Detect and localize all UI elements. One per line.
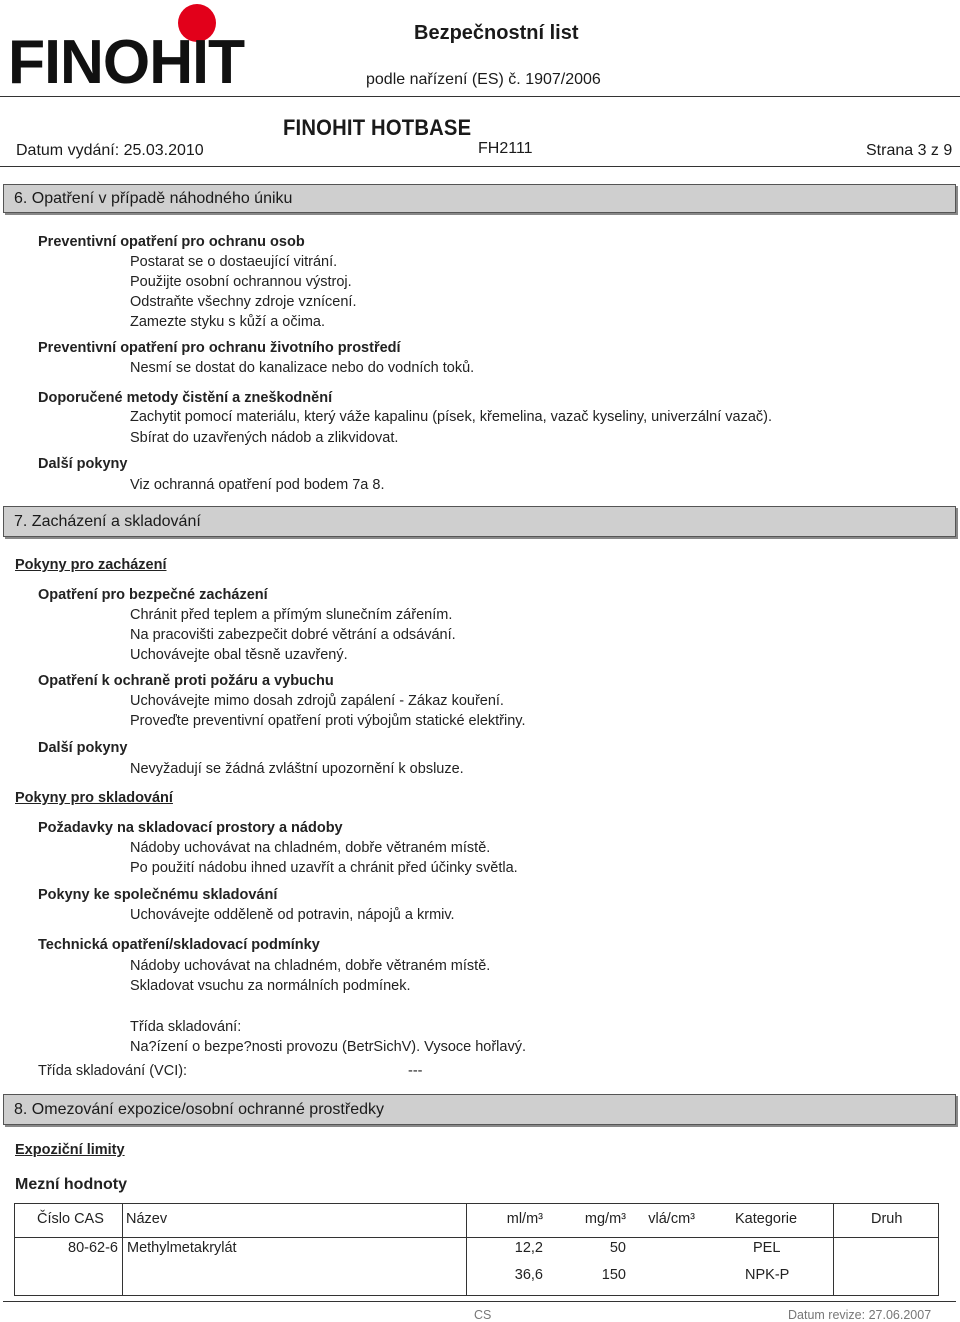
text-line: Použijte osobní ochrannou výstroj. <box>130 274 352 290</box>
storage-subheading: Pokyny pro skladování <box>15 790 173 806</box>
exposure-limits-subheading: Expoziční limity <box>15 1142 125 1158</box>
further-info-heading: Další pokyny <box>38 740 128 756</box>
text-line: Odstraňte všechny zdroje vznícení. <box>130 294 357 310</box>
section-6-bar <box>3 184 956 213</box>
vci-class-label: Třída skladování (VCI): <box>38 1063 188 1079</box>
text-line: Uchovávejte odděleně od potravin, nápojů a krmiv. <box>130 907 455 923</box>
text-line: Chránit před teplem a přímým slunečním zářením. <box>130 607 453 623</box>
section-7-bar <box>3 506 956 537</box>
table-cell-cas: 80-62-6 <box>68 1240 118 1256</box>
cleanup-methods-heading: Doporučené metody čistění a zneškodnění <box>38 390 333 406</box>
logo-text: FINOHIT <box>8 28 245 97</box>
table-header-category: Kategorie <box>735 1211 798 1227</box>
personal-precautions-heading: Preventivní opatření pro ochranu osob <box>38 234 305 250</box>
table-cell-ml-m3: 12,2 <box>514 1240 543 1256</box>
table-header-fibres: vlá/cm³ <box>648 1211 695 1227</box>
table-cell-mg-m3: 50 <box>609 1240 626 1256</box>
limit-values-heading: Mezní hodnoty <box>15 1176 127 1193</box>
document-title: Bezpečnostní list <box>414 22 579 44</box>
text-line: Sbírat do uzavřených nádob a zlikvidovat. <box>130 430 399 446</box>
table-column-divider <box>122 1204 123 1295</box>
table-cell-category: PEL <box>753 1240 781 1256</box>
header-divider-bottom <box>0 166 960 167</box>
table-column-divider <box>833 1204 834 1295</box>
text-line: Po použití nádobu ihned uzavřít a chránit před účinky světla. <box>130 860 518 876</box>
storage-requirements-heading: Požadavky na skladovací prostory a nádoby <box>38 820 343 836</box>
footer-divider <box>3 1301 956 1302</box>
table-header-mg-m3: mg/m³ <box>584 1211 626 1227</box>
product-name: FINOHIT HOTBASE <box>283 115 472 140</box>
section-8-bar <box>3 1094 956 1125</box>
text-line: Zachytit pomocí materiálu, který váže kapalinu (písek, křemelina, vazač kyseliny, univerzální vazač). <box>130 409 773 425</box>
header-divider-top <box>0 96 960 97</box>
section-8-title: 8. Omezování expozice/osobní ochranné prostředky <box>14 1101 384 1118</box>
limit-values-table <box>14 1203 939 1296</box>
text-line: Zamezte styku s kůží a očima. <box>130 314 326 330</box>
vci-class-value: --- <box>408 1063 423 1079</box>
section-6-title: 6. Opatření v případě náhodného úniku <box>14 190 293 207</box>
text-line: Postarat se o dostaeující vitrání. <box>130 254 338 270</box>
storage-class-label: Třída skladování: <box>130 1019 242 1035</box>
handling-subheading: Pokyny pro zacházení <box>15 557 167 573</box>
table-header-ml-m3: ml/m³ <box>506 1211 543 1227</box>
text-line: Skladovat vsuchu za normálních podmínek. <box>130 978 411 994</box>
text-line: Nádoby uchovávat na chladném, dobře větraném místě. <box>130 958 491 974</box>
table-cell-name: Methylmetakrylát <box>127 1240 237 1256</box>
technical-measures-heading: Technická opatření/skladovací podmínky <box>38 937 320 953</box>
product-code: FH2111 <box>478 140 533 157</box>
table-header-cas: Číslo CAS <box>37 1211 104 1227</box>
issue-date: Datum vydání: 25.03.2010 <box>16 142 204 159</box>
common-storage-heading: Pokyny ke společnému skladování <box>38 887 278 903</box>
text-line: Na pracovišti zabezpečit dobré větrání a odsávání. <box>130 627 456 643</box>
fire-protection-heading: Opatření k ochraně proti požáru a vybuchu <box>38 673 334 689</box>
text-line: Nesmí se dostat do kanalizace nebo do vodních toků. <box>130 360 475 376</box>
text-line: Nevyžadují se žádná zvláštní upozornění k obsluze. <box>130 761 464 777</box>
revision-date: Datum revize: 27.06.2007 <box>788 1308 932 1322</box>
text-line: Uchovávejte mimo dosah zdrojů zapálení - Zákaz kouření. <box>130 693 504 709</box>
environment-precautions-heading: Preventivní opatření pro ochranu životního prostředí <box>38 340 401 356</box>
table-header-name: Název <box>126 1211 168 1227</box>
table-header-divider <box>15 1237 938 1238</box>
table-header-type: Druh <box>871 1211 903 1227</box>
text-line: Uchovávejte obal těsně uzavřený. <box>130 647 348 663</box>
section-7-title: 7. Zacházení a skladování <box>14 513 201 530</box>
table-column-divider <box>466 1204 467 1295</box>
further-info-heading: Další pokyny <box>38 456 128 472</box>
text-line: Proveďte preventivní opatření proti výbojům statické elektřiny. <box>130 713 526 729</box>
footer-language: CS <box>474 1308 492 1322</box>
table-cell-category: NPK-P <box>745 1267 790 1283</box>
finohit-logo <box>8 2 245 97</box>
text-line: Viz ochranná opatření pod bodem 7a 8. <box>130 477 385 493</box>
table-cell-mg-m3: 150 <box>601 1267 626 1283</box>
regulation-reference: podle nařízení (ES) č. 1907/2006 <box>366 71 601 88</box>
storage-class-value: Na?ízení o bezpe?nosti provozu (BetrSichV). Vysoce hořlavý. <box>130 1039 526 1055</box>
page-number: Strana 3 z 9 <box>866 142 953 159</box>
table-cell-ml-m3: 36,6 <box>514 1267 543 1283</box>
text-line: Nádoby uchovávat na chladném, dobře větraném místě. <box>130 840 491 856</box>
safe-handling-heading: Opatření pro bezpečné zacházení <box>38 587 268 603</box>
